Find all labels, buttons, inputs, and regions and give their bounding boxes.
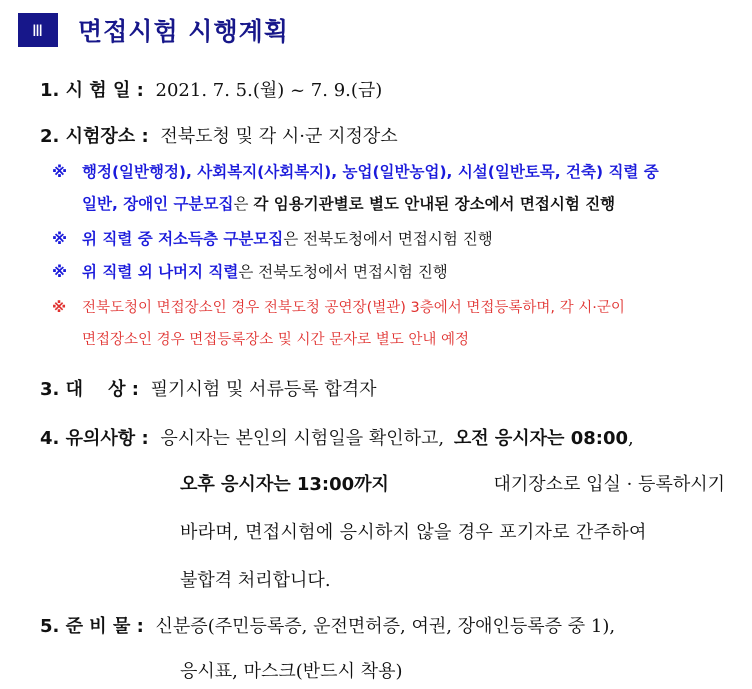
note-1-bold: 각 임용기관별로 별도 안내된 장소에서 면접시험 진행 (253, 195, 616, 213)
notice-value-2b: 대기장소로 입실 · 등록하시기 (493, 474, 725, 495)
note-mark: ※ (52, 300, 67, 316)
note-3 (52, 260, 448, 282)
note-1-blue-b: 일반, 장애인 구분모집 (82, 195, 234, 213)
notice-value-2a: 오후 응시자는 13:00까지 (180, 474, 389, 495)
exam-date-value: 2021. 7. 5.(월) ~ 7. 9.(금) (155, 80, 383, 101)
materials-label: 5. 준 비 물 : (40, 616, 144, 637)
note-3-blue: 위 직렬 외 나머지 직렬 (82, 263, 239, 281)
section-header (18, 12, 289, 48)
note-1-line-2 (82, 192, 615, 214)
note-4-line-1 (52, 296, 625, 317)
section-number-badge: Ⅲ (18, 13, 58, 47)
materials-row (40, 612, 615, 638)
note-4-text-1: 전북도청이 면접장소인 경우 전북도청 공연장(별관) 3층에서 면접등록하며, 각 시·군이 (82, 300, 625, 316)
exam-location-label: 2. 시험장소 : (40, 126, 149, 147)
exam-date-label: 1. 시 험 일 : (40, 80, 144, 101)
note-1-line-1 (52, 160, 659, 182)
section-title: 면접시험 시행계획 (78, 17, 289, 46)
target-label: 3. 대 상 : (40, 379, 139, 400)
materials-value-1: 신분증(주민등록증, 운전면허증, 여권, 장애인등록증 중 1), (155, 616, 616, 637)
note-mark: ※ (52, 263, 68, 281)
notice-label: 4. 유의사항 : (40, 428, 149, 449)
notice-value-1b: 오전 응시자는 08:00 (453, 428, 629, 449)
note-mark: ※ (52, 230, 68, 248)
note-4-text-2: 면접장소인 경우 면접등록장소 및 시간 문자로 별도 안내 예정 (82, 332, 470, 348)
notice-row (40, 424, 634, 450)
exam-date-row (40, 76, 382, 102)
note-1-blue-a: 행정(일반행정), 사회복지(사회복지), 농업(일반농업), 시설(일반토목, 건축) 직렬 중 (82, 163, 659, 181)
note-3-plain: 은 전북도청에서 면접시험 진행 (238, 263, 448, 281)
note-2 (52, 227, 493, 249)
note-2-plain: 은 전북도청에서 면접시험 진행 (283, 230, 493, 248)
notice-value-1c: , (628, 428, 634, 449)
target-value: 필기시험 및 서류등록 합격자 (150, 379, 377, 400)
materials-line-2: 응시표, 마스크(반드시 착용) (180, 661, 403, 682)
note-mark: ※ (52, 163, 68, 181)
exam-location-value: 전북도청 및 각 시·군 지정장소 (160, 126, 398, 147)
note-4-line-2 (82, 328, 469, 349)
note-2-blue: 위 직렬 중 저소득층 구분모집 (82, 230, 284, 248)
notice-line-2 (180, 470, 725, 496)
exam-location-row (40, 122, 398, 148)
notice-line-3: 바라며, 면접시험에 응시하지 않을 경우 포기자로 간주하여 (180, 522, 647, 543)
note-1-plain: 은 (233, 195, 254, 213)
notice-line-4: 불합격 처리합니다. (180, 570, 331, 591)
notice-value-1a: 응시자는 본인의 시험일을 확인하고, (160, 428, 445, 449)
target-row (40, 375, 377, 401)
